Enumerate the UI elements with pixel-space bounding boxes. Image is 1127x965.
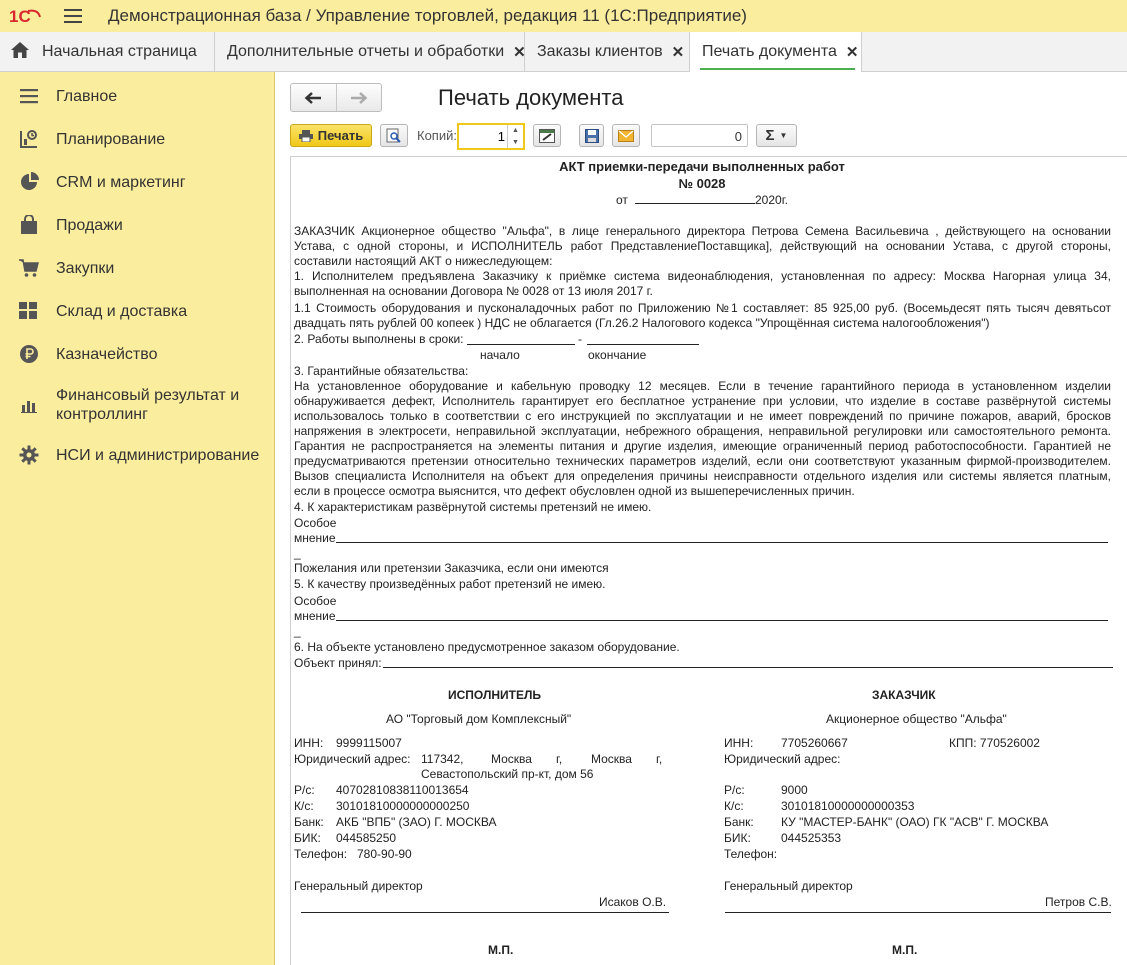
sum-mode-button[interactable] [756, 124, 797, 147]
customer-kpp: КПП: 770526002 [949, 736, 1040, 750]
sidebar-item-label: Закупки [56, 259, 115, 277]
toolbar [276, 122, 1127, 150]
sidebar-item-label: Казначейство [56, 345, 158, 363]
warranty-title: 3. Гарантийные обязательства: [294, 364, 469, 378]
special-opinion-label: Особое [294, 594, 337, 608]
sidebar-item-sales[interactable] [0, 215, 275, 235]
customer-rs: 9000 [781, 783, 808, 797]
sidebar-item-label: Главное [56, 87, 118, 105]
sidebar-item-label: Планирование [56, 130, 166, 148]
customer-ks: 30101810000000000353 [781, 799, 915, 813]
warranty-line: Гарантия не распространяется на элементы питания и другие изделия, имеющие ограниченный период работоспособности. Гарантией не [294, 439, 1111, 453]
sidebar-item-admin[interactable] [0, 445, 275, 465]
home-icon [10, 41, 30, 64]
close-icon[interactable]: ✕ [845, 44, 859, 61]
claims-4: 4. К характеристикам развёрнутой системы претензий не имею. [294, 500, 652, 514]
copies-spinner[interactable] [507, 125, 523, 148]
warranty-line: напряжения в электросети, неправильной эксплуатации, небрежного обращения, неправильной регулировки или самостоятельного ремонта. [294, 424, 1111, 438]
tab-print-document[interactable] [690, 32, 862, 72]
tab-home[interactable] [0, 32, 215, 72]
contractor-address-label: Юридический адрес: [294, 752, 411, 766]
navigation-buttons [290, 83, 382, 112]
customer-phone-label: Телефон: [724, 847, 778, 861]
special-opinion-label: Особое [294, 516, 337, 530]
warranty-line: обнаруживается дефект, Исполнитель гарантирует его бесплатное устранение при условии, что изделие в составе развёрнутой системы [294, 394, 1111, 408]
paragraph-line: составили настоящий АКТ о нижеследующем: [294, 254, 553, 268]
save-button[interactable] [579, 124, 604, 147]
contractor-rs-label: Р/с: [294, 783, 315, 797]
doc-number: № 0028 [678, 176, 726, 191]
contractor-heading: ИСПОЛНИТЕЛЬ [448, 688, 542, 702]
sidebar-item-financial-result[interactable] [0, 385, 275, 425]
copies-field [457, 123, 525, 150]
paragraph-line: ЗАКАЗЧИК Акционерное общество "Альфа", в лице генерального директора Петрова Семена Васильевича , действующего на основании [294, 224, 1111, 238]
contractor-inn-label: ИНН: [294, 736, 324, 750]
envelope-icon [618, 130, 634, 142]
contractor-phone: 780-90-90 [357, 847, 412, 861]
arrow-right-icon [350, 91, 368, 105]
equipment: 6. На объекте установлено предусмотренное заказом оборудование. [294, 640, 680, 654]
contractor-signer: Исаков О.В. [599, 895, 667, 909]
special-opinion-label: мнение [294, 531, 336, 545]
sidebar-item-purchases[interactable] [0, 258, 275, 278]
contractor-rs: 40702810838110013654 [336, 783, 469, 797]
contractor-ks: 30101810000000000250 [336, 799, 470, 813]
underscore: _ [294, 546, 301, 560]
address-part: г, [656, 752, 663, 766]
pie-chart-icon [18, 171, 40, 193]
warranty-line: если в процессе осмотра выяснится, что дефект обусловлен одной из вышеперечисленных причин. [294, 484, 855, 498]
close-icon[interactable]: ✕ [513, 44, 526, 61]
contractor-bik-label: БИК: [294, 831, 321, 845]
customer-bank-label: Банк: [724, 815, 754, 829]
gear-icon [18, 444, 40, 466]
accepted-label: Объект принял: [294, 656, 382, 670]
copies-input[interactable] [459, 125, 507, 148]
contractor-director-label: Генеральный директор [294, 879, 423, 893]
start-label: начало [480, 348, 520, 362]
svg-text:1С: 1С [9, 7, 31, 25]
arrow-left-icon [304, 91, 322, 105]
sidebar-item-label: CRM и маркетинг [56, 173, 186, 191]
ruble-coin-icon [18, 343, 40, 365]
customer-rs-label: Р/с: [724, 783, 745, 797]
preview-button[interactable] [380, 124, 408, 147]
warehouse-icon [18, 300, 40, 322]
planning-icon [18, 128, 40, 150]
spreadsheet-document[interactable] [290, 156, 1127, 965]
1c-logo [0, 0, 50, 32]
tab-customer-orders[interactable] [525, 32, 690, 72]
underscore: _ [294, 624, 301, 638]
paragraph-line: Устава, с одной стороны, и ИСПОЛНИТЕЛЬ работ ПредставлениеПоставщика], действующий на основании Устава, с другой стороны, [294, 239, 1111, 253]
main-menu-icon[interactable] [58, 0, 88, 32]
contractor-name: АО "Торговый дом Комплексный" [386, 712, 572, 726]
customer-inn-label: ИНН: [724, 736, 754, 750]
contractor-bank-label: Банк: [294, 815, 324, 829]
contractor-ks-label: К/с: [294, 799, 314, 813]
contractor-inn: 9999115007 [336, 736, 402, 750]
customer-stamp: М.П. [892, 943, 918, 957]
tab-label: Начальная страница [42, 43, 197, 60]
spin-up-icon[interactable]: ▲ [512, 127, 519, 134]
customer-ks-label: К/с: [724, 799, 744, 813]
sigma-icon: Σ [765, 127, 775, 144]
customer-bank: КУ "МАСТЕР-БАНК" (ОАО) ГК "АСВ" Г. МОСКВА [781, 815, 1049, 829]
tab-label: Печать документа [702, 43, 837, 60]
warranty-line: использовалось только в соответствии с его инструкцией по эксплуатации и не имеет повреждений по причине пожаров, аварий, бросков [294, 409, 1111, 423]
shopping-bag-icon [18, 214, 40, 236]
send-email-button[interactable] [612, 124, 640, 147]
special-opinion-label: мнение [294, 609, 336, 623]
sidebar-item-label: НСИ и администрирование [56, 446, 260, 464]
contractor-bank: АКБ "ВПБ" (ЗАО) Г. МОСКВА [336, 815, 497, 829]
terms-label: 2. Работы выполнены в сроки: [294, 332, 464, 346]
floppy-disk-icon [585, 129, 599, 143]
cart-icon [18, 257, 40, 279]
claims-5: 5. К качеству произведённых работ претензий не имею. [294, 577, 606, 591]
sidebar [0, 72, 275, 965]
page-magnifier-icon [386, 128, 402, 144]
forward-button[interactable] [336, 84, 381, 111]
bar-chart-icon [18, 394, 40, 416]
date-underline [635, 203, 755, 204]
menu-lines-icon [18, 85, 40, 107]
warranty-line: предусматриваются претензии относительно технических параметров изделий, если они соответствуют указанным фирмой-производителем. [294, 454, 1111, 468]
customer-name: Акционерное общество "Альфа" [826, 712, 1007, 726]
page-title: Печать документа [438, 85, 624, 110]
spin-down-icon[interactable]: ▼ [512, 138, 519, 146]
address-part: Москва [591, 752, 632, 766]
paragraph-line: 1. Исполнителем предъявлена Заказчику к приёмке система видеонаблюдения, установленная по адресу: Москва Нагорная улица 34, [294, 269, 1111, 283]
paragraph-line: 1.1 Стоимость оборудования и пусконаладочных работ по Приложению №1 составляет: 85 925,00 руб. (Восемьдесят пять тысяч девятьсот [294, 301, 1111, 315]
sidebar-item-label: Склад и доставка [56, 302, 188, 320]
warranty-line: Вызов специалиста Исполнителя на объект для определения причины неисправности отдельного изделия или системы является платным, [294, 469, 1111, 483]
address-part: г, [556, 752, 563, 766]
tab-additional-reports[interactable] [215, 32, 525, 72]
close-icon[interactable]: ✕ [671, 44, 685, 61]
paragraph-line: выполненная на основании Договора № 0028 от 13 июля 2017 г. [294, 284, 653, 298]
edit-table-icon [539, 129, 555, 143]
contractor-bik: 044585250 [336, 831, 397, 845]
sidebar-item-label: Финансовый результат и [56, 387, 240, 404]
end-underline [587, 344, 699, 345]
tab-label: Заказы клиентов [537, 43, 663, 60]
tab-label: Дополнительные отчеты и обработки [227, 43, 505, 60]
doc-date-suffix: 2020г. [755, 193, 788, 207]
address-part: Москва [491, 752, 532, 766]
print-button[interactable] [290, 124, 372, 147]
wishes: Пожелания или претензии Заказчика, если они имеются [294, 561, 609, 575]
customer-inn: 7705260667 [781, 736, 848, 750]
contractor-address-line2: Севастопольский пр-кт, дом 56 [421, 767, 594, 781]
tab-bar [0, 32, 1127, 72]
print-button-label: Печать [317, 128, 364, 143]
contractor-signature-line [301, 912, 669, 913]
sidebar-item-main[interactable] [0, 86, 275, 106]
opinion-underline [336, 542, 1108, 543]
customer-signature-line [725, 912, 1111, 913]
sidebar-item-crm[interactable] [0, 172, 275, 192]
sidebar-item-warehouse[interactable] [0, 301, 275, 321]
sum-field[interactable]: 0 [651, 124, 748, 147]
customer-address-label: Юридический адрес: [724, 752, 841, 766]
paragraph-line: двадцать пять рублей 00 копеек ) НДС не облагается (Гл.26.2 Налогового кодекса "Упрощённая система налогообложения") [294, 316, 990, 330]
main-content [276, 72, 1127, 965]
contractor-phone-label: Телефон: [294, 847, 348, 861]
customer-bik: 044525353 [781, 831, 842, 845]
accepted-underline [383, 667, 1113, 668]
back-button[interactable] [291, 84, 336, 111]
doc-title: АКТ приемки-передачи выполненных работ [559, 159, 845, 174]
customer-heading: ЗАКАЗЧИК [872, 688, 936, 702]
sidebar-item-label-line2: контроллинг [56, 406, 148, 423]
contractor-stamp: М.П. [488, 943, 514, 957]
doc-date-prefix: от [616, 193, 628, 207]
sidebar-item-treasury[interactable] [0, 344, 275, 364]
sidebar-item-planning[interactable] [0, 129, 275, 149]
warranty-line: На установленное оборудование и кабельную проводку 12 месяцев. Если в течение гарантийного периода в установленном изделии [294, 379, 1111, 393]
start-underline [467, 344, 575, 345]
opinion-underline [336, 620, 1108, 621]
edit-mode-button[interactable] [533, 124, 561, 147]
title-bar [0, 0, 1127, 32]
printer-icon [299, 130, 313, 142]
customer-signer: Петров С.В. [1045, 895, 1112, 909]
customer-bik-label: БИК: [724, 831, 751, 845]
chevron-down-icon: ▼ [779, 131, 788, 140]
app-title: Демонстрационная база / Управление торговлей, редакция 11 (1С:Предприятие) [108, 6, 747, 25]
copies-label: Копий: [417, 128, 457, 143]
end-label: окончание [588, 348, 647, 362]
address-part: 117342, [421, 752, 464, 766]
terms-dash: - [578, 332, 582, 346]
sidebar-item-label: Продажи [56, 216, 123, 234]
customer-director-label: Генеральный директор [724, 879, 853, 893]
